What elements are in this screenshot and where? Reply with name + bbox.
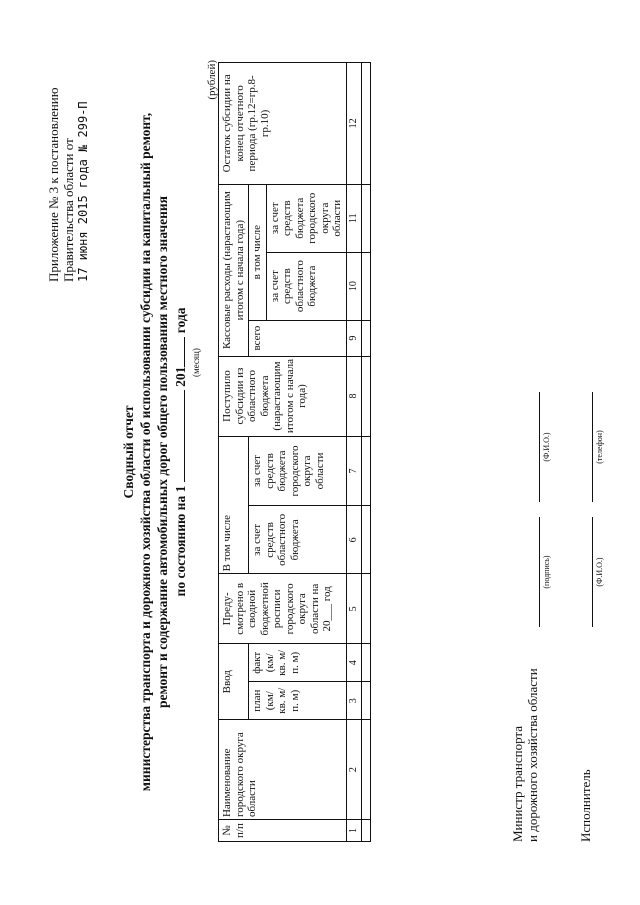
signature-caption: (подпись) (542, 555, 551, 589)
col-num: 7 (346, 436, 362, 506)
header-regional: за счет средств областного бюджета (249, 506, 347, 574)
col-num: 2 (346, 720, 362, 820)
units-label: (рублей) (206, 60, 218, 100)
column-number-row (346, 63, 362, 842)
fio-caption: (Ф.И.О.) (542, 432, 551, 462)
phone-line (592, 392, 593, 502)
col-num: 12 (346, 63, 362, 185)
year-prefix: 201 (173, 366, 188, 387)
appendix-line-2: Правительства области от (61, 138, 76, 282)
title-line-1: Сводный отчет (121, 405, 136, 499)
year-suffix: года (173, 307, 188, 334)
col-num: 1 (346, 820, 362, 842)
header-input: Ввод (219, 644, 249, 720)
header-regional-2: за счет средств областного бюджета (266, 252, 346, 320)
report-title (120, 92, 201, 812)
fio-line (539, 392, 540, 502)
rotated-page (20, 22, 620, 882)
as-of-line (171, 92, 201, 812)
header-city: за счет средств бюджета городского округа области (249, 436, 347, 506)
header-fact: факт (км/ кв. м/ п. м) (249, 644, 347, 682)
empty-data-row (362, 63, 371, 842)
executor-label: Исполнитель (578, 769, 593, 842)
month-blank (171, 390, 185, 482)
title-line-3: ремонт и содержание автомобильных дорог общего пользования местного значения (155, 196, 170, 709)
minister-title-1: Министр транспорта (510, 725, 525, 842)
col-num: 8 (346, 356, 362, 436)
col-num: 11 (346, 184, 362, 252)
header-plan: план (км/ кв. м/ п. м) (249, 682, 347, 720)
month-caption: (месяц) (191, 348, 201, 377)
header-budget: Преду-смотрено в сводной бюджетной росписи городского округа области на 20___ год (219, 574, 347, 644)
col-num: 10 (346, 252, 362, 320)
executor-fio-caption: (Ф.И.О.) (595, 557, 604, 587)
year-blank (171, 337, 185, 367)
header-including: В том числе (219, 436, 249, 574)
as-of-prefix: по состоянию на 1 (173, 485, 188, 597)
header-total: всего (249, 320, 347, 356)
signature-line (539, 517, 540, 627)
header-name: Наименование городского округа области (219, 720, 347, 820)
phone-caption: (телефон) (595, 430, 604, 464)
appendix-line-3: 17 июня 2015 года № 299-П (76, 101, 90, 282)
minister-title-2: и дорожного хозяйства области (525, 668, 540, 842)
header-balance: Остаток субсидии на конец отчетного периода (гр.12=гр.8-гр.10) (219, 63, 347, 185)
header-received: Поступило субсидии из областного бюджета (нарастающим итогом с начала года) (219, 356, 347, 436)
header-cash: Кассовые расходы (нарастающим итогом с начала года) (219, 184, 249, 356)
appendix-block (46, 62, 91, 282)
col-num: 5 (346, 574, 362, 644)
header-city-2: за счет средств бюджета городского округа области (266, 184, 346, 252)
col-num: 4 (346, 644, 362, 682)
col-num: 3 (346, 682, 362, 720)
title-line-2: министерства транспорта и дорожного хозяйства области об использовании субсидии на капитальный ремонт, (138, 112, 153, 792)
executor-fio-line (592, 517, 593, 627)
appendix-line-1: Приложение № 3 к постановлению (46, 87, 61, 282)
header-num: № п/п (219, 820, 347, 842)
col-num: 9 (346, 320, 362, 356)
minister-signature (510, 668, 540, 842)
report-table (218, 62, 371, 842)
header-including-2: в том числе (249, 184, 267, 320)
col-num: 6 (346, 506, 362, 574)
